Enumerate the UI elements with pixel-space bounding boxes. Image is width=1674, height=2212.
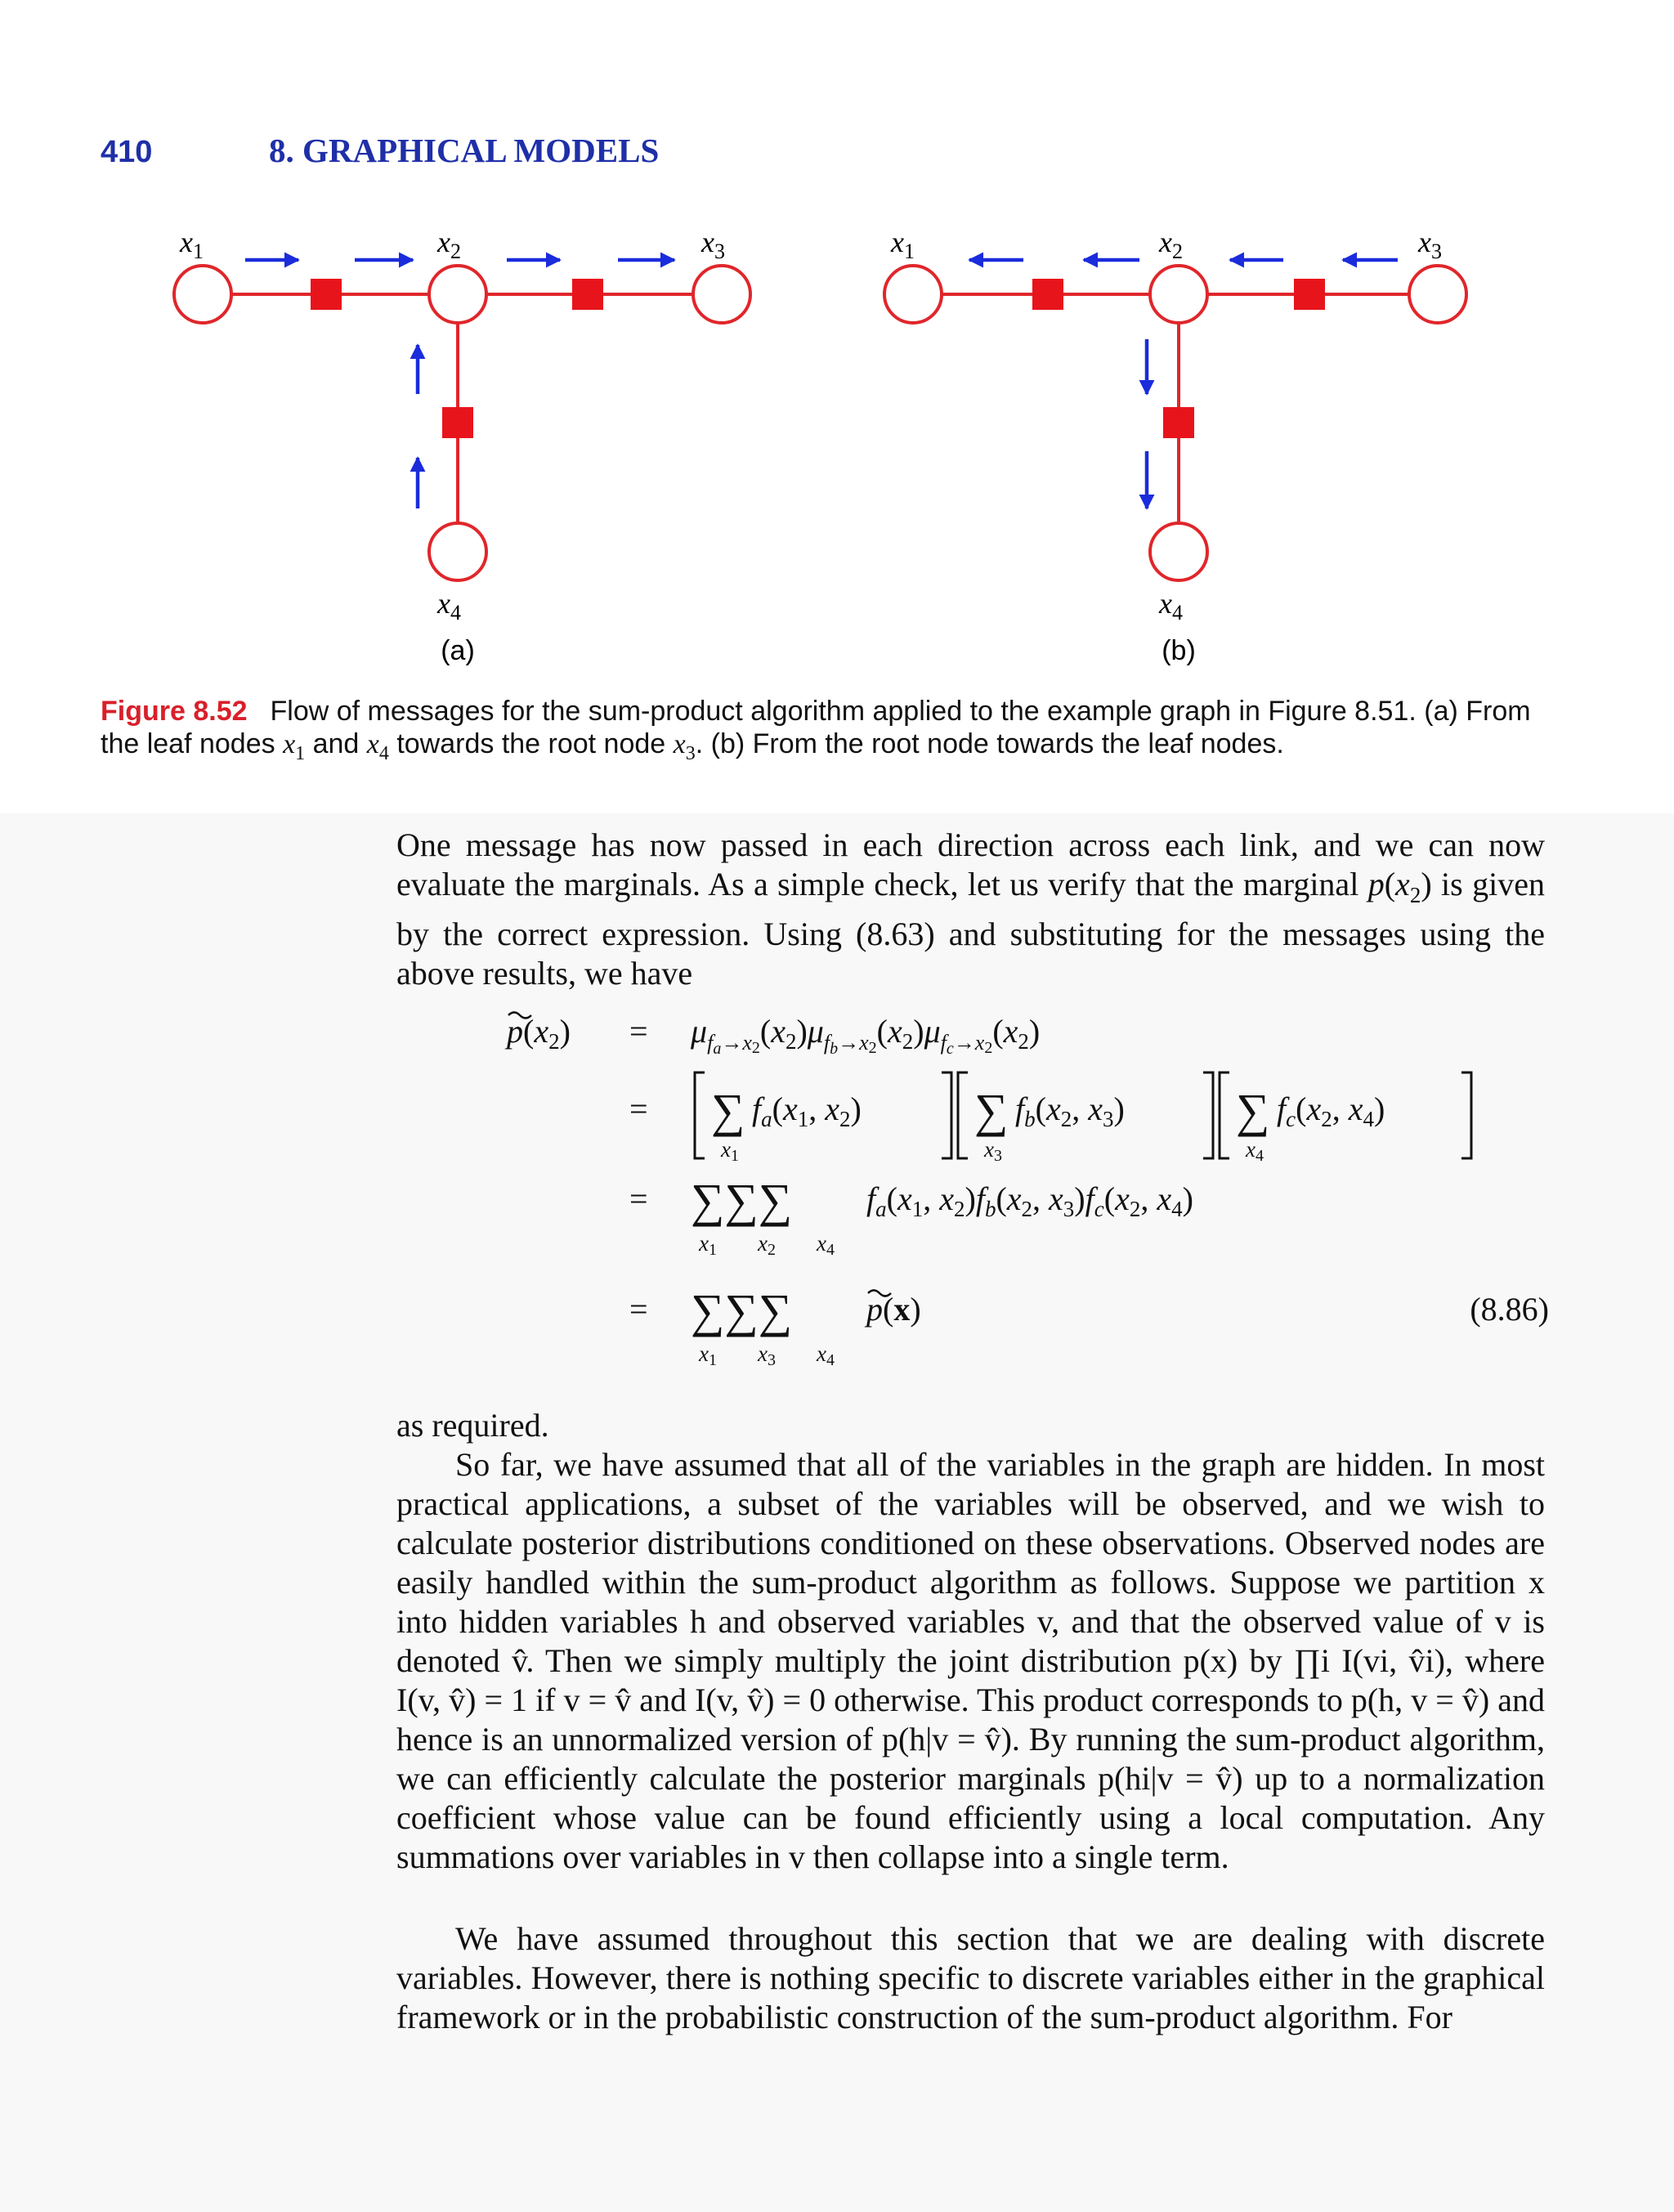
variable-node-x1 <box>884 266 942 323</box>
page-number: 410 <box>101 135 153 169</box>
node-label-x3: $x_3$ <box>1418 226 1442 263</box>
figure-number: Figure 8.52 <box>101 696 248 727</box>
sum-subscripts: x1 x3 x4 <box>699 1341 835 1369</box>
figure-caption <box>101 695 1547 770</box>
caption-text: and <box>305 728 367 759</box>
variable-node-x3 <box>693 266 750 323</box>
node-label-x4: $x_4$ <box>437 587 461 625</box>
paragraph-text: One message has now passed in each direction across each link, and we can now evaluate the marginals. As a simple check, let us verify that the marginal <box>396 826 1545 902</box>
variable-node-x1 <box>174 266 231 323</box>
chapter-title: 8. GRAPHICAL MODELS <box>269 132 660 169</box>
panel-label-a: (a) <box>441 635 475 666</box>
triple-sum: ∑∑∑ <box>691 1174 793 1227</box>
svg-text:x1: x1 <box>721 1137 739 1165</box>
paragraph-text: We have assumed throughout this section that we are dealing with discrete variables. However, there is nothing specific to discrete variables either in the graphical framework or in the probabilistic construction of the sum-product algorithm. For <box>396 1920 1545 2035</box>
panel-label-b: (b) <box>1162 635 1196 666</box>
factor-node-fc <box>442 407 473 438</box>
svg-text:fa(x1, x2): $f_a(x_1$, $x_2$) <box>752 1090 862 1131</box>
node-label-x2: $x_2$ <box>437 226 461 263</box>
equals-sign: = <box>629 1180 648 1217</box>
factor-node-fb <box>572 279 603 310</box>
variable-node-x2 <box>429 266 486 323</box>
caption-var-x1: $x_1$ <box>283 729 306 764</box>
caption-text: Flow of messages for the sum-product algorithm applied to the example graph in Figure 8.51. (a) From the leaf nodes <box>101 696 1531 759</box>
node-label-x4: $x_4$ <box>1159 587 1183 625</box>
inline-math-var: x <box>1395 866 1410 902</box>
bracket-sum-fa <box>695 1072 951 1165</box>
node-label-x2: $x_2$ <box>1159 226 1183 263</box>
equation-number: (8.86) <box>1470 1291 1549 1328</box>
sum-subscripts: x1 x2 x4 <box>699 1231 835 1259</box>
svg-text:fc(x2, x4): $f_c(x_2$, $x_4$) <box>1277 1090 1385 1131</box>
node-label-x1: $x_1$ <box>180 226 204 263</box>
caption-var-x3: $x_3$ <box>673 729 696 764</box>
equation-line-4: p(x) <box>866 1291 921 1328</box>
node-label-x3: $x_3$ <box>701 226 725 263</box>
variable-node-x4 <box>429 523 486 580</box>
panel-a <box>174 226 750 666</box>
triple-sum: ∑∑∑ <box>691 1284 793 1337</box>
paragraph-1: One message has now passed in each direction across each link, and we can now evaluate the marginals. As a simple check, let us verify that the marginal $p(x_2)$ is given by the correct expression. Using (8.63) and substituting for the messages using the above results, we have <box>396 826 1546 992</box>
svg-text:∑: ∑ <box>711 1084 745 1137</box>
bracket-sum-fb <box>958 1072 1213 1165</box>
factor-node-fa <box>1032 279 1063 310</box>
node-label-x1: $x_1$ <box>891 226 915 263</box>
paragraph-2 <box>396 1406 1545 1877</box>
svg-text:x3: x3 <box>984 1137 1002 1165</box>
equation-line-3: $f_a(x_1$, $x_2)f_b(x_2$, $x_3)f_c(x_2$, $x_4$) <box>866 1180 1193 1221</box>
paragraph-3 <box>396 1919 1545 2037</box>
caption-var-x4: $x_4$ <box>366 729 389 764</box>
running-head <box>101 131 659 172</box>
caption-text: towards the root node <box>388 728 674 759</box>
factor-node-fb <box>1294 279 1325 310</box>
bracket-sum-fc <box>1220 1072 1471 1165</box>
equation-line-1: $\mu_fa\to x2(x_2)\mu_fb\to x2(x_2)\mu_fc\to x2(x_2)$ <box>691 1013 1041 1058</box>
panel-b <box>884 226 1466 666</box>
paragraph-lead: as required. <box>396 1407 549 1444</box>
svg-text:∑: ∑ <box>1236 1084 1270 1137</box>
factor-node-fa <box>311 279 342 310</box>
equals-sign: = <box>629 1291 648 1328</box>
variable-node-x3 <box>1409 266 1466 323</box>
equation-8-86 <box>458 1005 1549 1381</box>
paragraph-text: So far, we have assumed that all of the variables in the graph are hidden. In most practical applications, a subset of the variables will be observed, and we wish to calculate posterior distributions conditioned on these observations. Observed nodes are easily handled within the sum-product algorithm as follows. Suppose we partition x into hidden variables h and observed variables v, and that the observed value of v is denoted v̂. Then we simply multiply the joint distribution p(x) by ∏i I(vi, v̂i), where I(v, v̂) = 1 if v = v̂ and I(v, v̂) = 0 otherwise. This product corresponds to p(h, v = v̂) and hence is an unnormalized version of p(h|v = v̂). By running the sum-product algorithm, we can efficiently calculate the posterior marginals p(hi|v = v̂) up to a normalization coefficient whose value can be found efficiently using a local computation. Any summations over variables in v then collapse into a single term. <box>396 1446 1545 1875</box>
equation-lhs: $p(x_2)$ <box>507 1013 571 1054</box>
figure-8-52 <box>0 204 1674 687</box>
variable-node-x2 <box>1150 266 1207 323</box>
equals-sign: = <box>629 1090 648 1127</box>
inline-math-marginal: p <box>1367 866 1385 902</box>
factor-node-fc <box>1163 407 1194 438</box>
equals-sign: = <box>629 1013 648 1050</box>
variable-node-x4 <box>1150 523 1207 580</box>
paragraph-text: is given by the correct expression. Using (8.63) and substituting for the messages using the above results, we have <box>396 866 1546 992</box>
svg-text:x4: x4 <box>1246 1137 1264 1165</box>
svg-text:∑: ∑ <box>974 1084 1009 1137</box>
svg-text:fb(x2, x3): $f_b(x_2$, $x_3$) <box>1015 1090 1125 1131</box>
caption-text: . (b) From the root node towards the leaf nodes. <box>695 728 1284 759</box>
